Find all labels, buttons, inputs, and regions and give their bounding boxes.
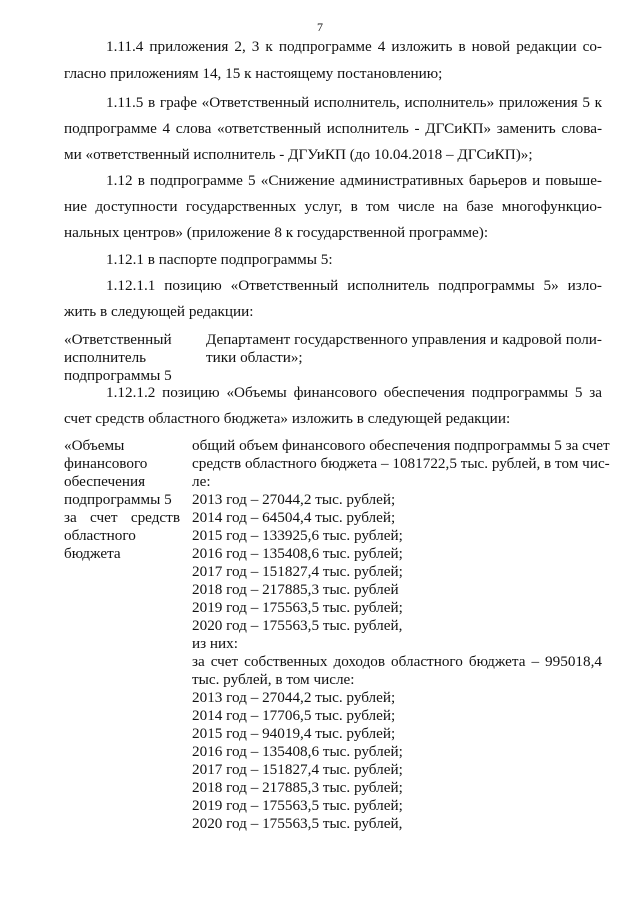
responsible-label-line-3: подпрограммы 5 <box>64 367 172 384</box>
financing-label-line-7: бюджета <box>64 545 121 562</box>
year-own-2020: 2020 год – 175563,5 тыс. рублей, <box>192 815 403 832</box>
year-total-2013: 2013 год – 27044,2 тыс. рублей; <box>192 491 396 508</box>
paragraph-1-12-line-3: нальных центров» (приложение 8 к государственной программе): <box>64 224 489 241</box>
financing-label-line-1: «Объемы <box>64 437 125 454</box>
financing-intro-line-2: средств областного бюджета – 1081722,5 тыс. рублей, в том чис- <box>192 455 610 472</box>
year-total-2020: 2020 год – 175563,5 тыс. рублей, <box>192 617 403 634</box>
paragraph-1-11-5-line-3: ми «ответственный исполнитель - ДГУиКП (до 10.04.2018 – ДГСиКП)»; <box>64 146 533 163</box>
year-own-2019: 2019 год – 175563,5 тыс. рублей; <box>192 797 403 814</box>
of-which-label: из них: <box>192 635 238 652</box>
year-total-2018: 2018 год – 217885,3 тыс. рублей <box>192 581 399 598</box>
paragraph-1-11-5-line-1: 1.11.5 в графе «Ответственный исполнитель, исполнитель» приложения 5 к <box>106 94 602 111</box>
page-number: 7 <box>317 20 323 34</box>
paragraph-1-12-1: 1.12.1 в паспорте подпрограммы 5: <box>106 251 333 268</box>
paragraph-1-12-1-2-line-1: 1.12.1.2 позицию «Объемы финансового обеспечения подпрограммы 5 за <box>106 384 602 401</box>
paragraph-1-12-1-1-line-1: 1.12.1.1 позицию «Ответственный исполнитель подпрограммы 5» изло- <box>106 277 602 294</box>
responsible-value-line-2: тики области»; <box>206 349 303 366</box>
paragraph-1-11-5-line-2: подпрограмме 4 слова «ответственный исполнитель - ДГСиКП» заменить слова- <box>64 120 602 137</box>
year-own-2016: 2016 год – 135408,6 тыс. рублей; <box>192 743 403 760</box>
financing-label-line-3: обеспечения <box>64 473 146 490</box>
paragraph-1-11-4-line-1: 1.11.4 приложения 2, 3 к подпрограмме 4 изложить в новой редакции со- <box>106 38 602 55</box>
own-revenue-line-2: тыс. рублей, в том числе: <box>192 671 355 688</box>
paragraph-1-12-1-1-line-2: жить в следующей редакции: <box>64 303 254 320</box>
year-total-2019: 2019 год – 175563,5 тыс. рублей; <box>192 599 403 616</box>
year-own-2015: 2015 год – 94019,4 тыс. рублей; <box>192 725 396 742</box>
financing-intro-line-1: общий объем финансового обеспечения подпрограммы 5 за счет <box>192 437 610 454</box>
paragraph-1-12-line-2: ние доступности государственных услуг, в том числе на базе многофункцио- <box>64 198 602 215</box>
year-own-2018: 2018 год – 217885,3 тыс. рублей; <box>192 779 403 796</box>
financing-label-line-6: областного <box>64 527 136 544</box>
responsible-value-line-1: Департамент государственного управления и кадровой поли- <box>206 331 602 348</box>
year-total-2017: 2017 год – 151827,4 тыс. рублей; <box>192 563 403 580</box>
financing-intro-line-3: ле: <box>192 473 211 490</box>
paragraph-1-12-line-1: 1.12 в подпрограмме 5 «Снижение административных барьеров и повыше- <box>106 172 602 189</box>
year-total-2015: 2015 год – 133925,6 тыс. рублей; <box>192 527 403 544</box>
year-own-2013: 2013 год – 27044,2 тыс. рублей; <box>192 689 396 706</box>
financing-label-line-5: за счет средств <box>64 509 180 526</box>
responsible-label-line-2: исполнитель <box>64 349 147 366</box>
responsible-label-line-1: «Ответственный <box>64 331 172 348</box>
paragraph-1-11-4-line-2: гласно приложениям 14, 15 к настоящему постановлению; <box>64 65 443 82</box>
year-own-2014: 2014 год – 17706,5 тыс. рублей; <box>192 707 396 724</box>
own-revenue-line-1: за счет собственных доходов областного бюджета – 995018,4 <box>192 653 602 670</box>
financing-label-line-4: подпрограммы 5 <box>64 491 172 508</box>
year-total-2014: 2014 год – 64504,4 тыс. рублей; <box>192 509 396 526</box>
financing-label-line-2: финансового <box>64 455 148 472</box>
paragraph-1-12-1-2-line-2: счет средств областного бюджета» изложить в следующей редакции: <box>64 410 511 427</box>
year-total-2016: 2016 год – 135408,6 тыс. рублей; <box>192 545 403 562</box>
year-own-2017: 2017 год – 151827,4 тыс. рублей; <box>192 761 403 778</box>
